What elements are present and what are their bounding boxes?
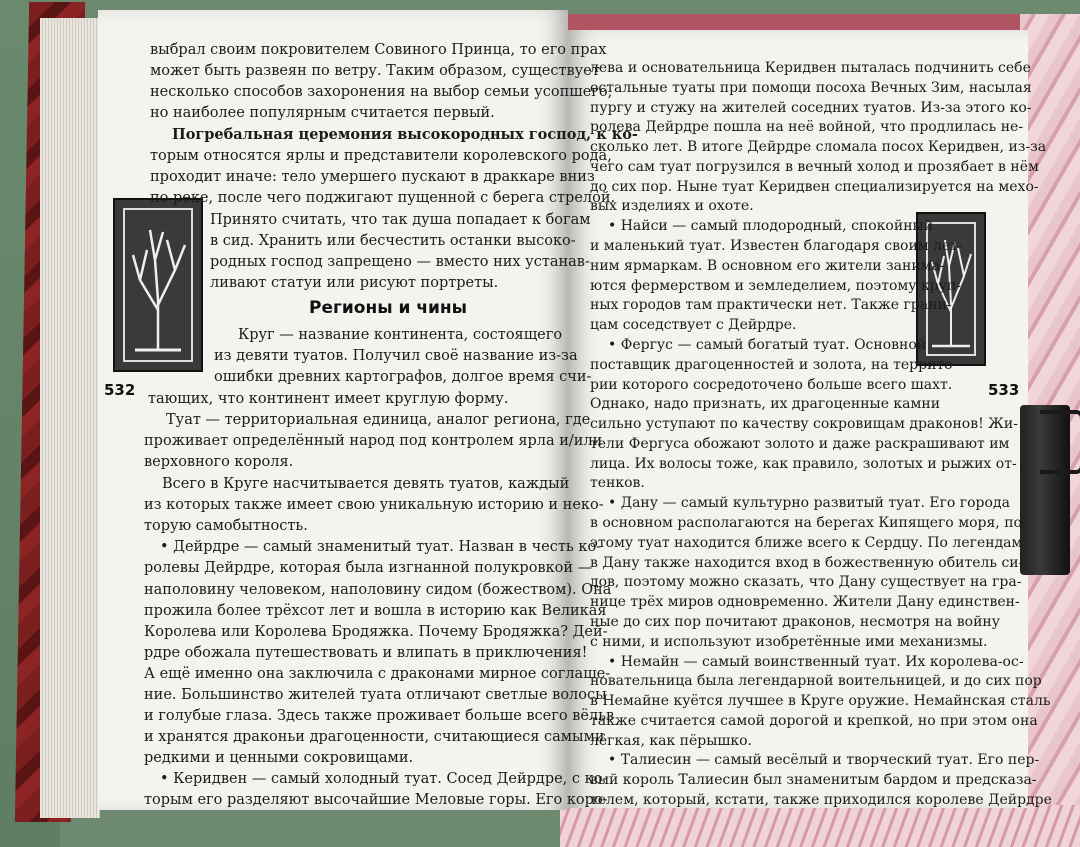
right-line: • Немайн — самый воинственный туат. Их королева-ос- xyxy=(608,654,1024,670)
right-line: нице трёх миров одновременно. Жители Дану единствен- xyxy=(590,594,1020,610)
right-line: лёгкая, как пёрышко. xyxy=(590,733,753,749)
left-line: А ещё именно она заключила с драконами мирное соглаше- xyxy=(144,666,611,682)
left-line: торым его разделяют высочайшие Меловые горы. Его коро- xyxy=(144,792,608,808)
section-heading: Регионы и чины xyxy=(309,298,468,318)
right-line: вых изделиях и охоте. xyxy=(590,198,754,214)
left-line: рдре обожала путешествовать и влипать в приключения! xyxy=(144,645,588,661)
left-line: проживает определённый народ под контролем ярла и/или xyxy=(144,433,603,449)
left-line: ние. Большинство жителей туата отличают светлые волосы xyxy=(144,687,607,703)
right-line: ются фермерством и земледелием, поэтому круп- xyxy=(590,278,961,294)
right-line: этому туат находится ближе всего к Сердцу. По легендам, xyxy=(590,535,1027,551)
right-line: пургу и стужу на жителей соседних туатов. Из-за этого ко- xyxy=(590,100,1032,116)
left-line: Королева или Королева Бродяжка. Почему Бродяжка? Дей- xyxy=(144,624,608,640)
right-line: лица. Их волосы тоже, как правило, золотых и рыжих от- xyxy=(590,456,1017,472)
tree-icon xyxy=(115,200,201,370)
left-line: Принято считать, что так душа попадает к богам xyxy=(210,212,591,228)
right-line: ных городов там практически нет. Также грани- xyxy=(590,297,952,313)
left-line: Круг — название континента, состоящего xyxy=(238,327,563,343)
right-line: сильно уступают по качеству сокровищам драконов! Жи- xyxy=(590,416,1018,432)
left-line: Погребальная церемония высокородных господ, к ко- xyxy=(172,126,638,143)
left-line: выбрал своим покровителем Совиного Принца, то его прах xyxy=(150,42,607,58)
right-line: вый король Талиесин был знаменитым бардом и предсказа- xyxy=(590,772,1037,788)
right-line: в Дану также находится вход в божественную обитель си- xyxy=(590,555,1024,571)
left-line: ошибки древних картографов, долгое время счи- xyxy=(214,369,592,385)
left-line: торым относятся ярлы и представители королевского рода, xyxy=(150,148,612,164)
left-line: • Дейрдре — самый знаменитый туат. Назван в честь ко- xyxy=(160,539,602,555)
right-line: также считается самой дорогой и крепкой, но при этом она xyxy=(590,713,1038,729)
left-line: наполовину человеком, наполовину сидом (божеством). Она xyxy=(144,582,612,598)
left-line: из которых также имеет свою уникальную историю и неко- xyxy=(144,497,604,513)
right-line: • Дану — самый культурно развитый туат. Его города xyxy=(608,495,1010,511)
right-line: Однако, надо признать, их драгоценные камни xyxy=(590,396,941,412)
right-line: тенков. xyxy=(590,475,645,491)
left-line: может быть развеян по ветру. Таким образом, существует xyxy=(150,63,600,79)
right-line: ные до сих пор почитают драконов, несмотря на войну xyxy=(590,614,1000,630)
left-line: но наиболее популярным считается первый. xyxy=(150,105,495,121)
right-line: новательница была легендарной воительницей, и до сих пор xyxy=(590,673,1042,689)
left-line: и хранятся драконьи драгоценности, считающиеся самыми xyxy=(144,729,605,745)
right-line: ним ярмаркам. В основном его жители занима- xyxy=(590,258,945,274)
right-line: сколько лет. В итоге Дейрдре сломала посох Керидвен, из-за xyxy=(590,139,1047,155)
left-line: из девяти туатов. Получил своё название из-за xyxy=(214,348,578,364)
left-line: ливают статуи или рисуют портреты. xyxy=(210,275,499,291)
left-line: тающих, что континент имеет круглую форму. xyxy=(148,391,509,407)
right-line: • Талиесин — самый весёлый и творческий туат. Его пер- xyxy=(608,752,1040,768)
right-line: в основном располагаются на берегах Кипящего моря, по- xyxy=(590,515,1027,531)
right-line: с ними, и используют изобретённые ими механизмы. xyxy=(590,634,988,650)
book-cover-bottom xyxy=(560,805,1080,847)
right-line: рии которого сосредоточено больше всего шахт. xyxy=(590,377,953,393)
left-line: по реке, после чего поджигают пущенной с берега стрелой. xyxy=(150,190,616,206)
left-line: торую самобытность. xyxy=(144,518,308,534)
page-number-right: 533 xyxy=(988,381,1020,399)
page-stack-edge xyxy=(40,18,100,818)
left-line: родных господ запрещено — вместо них устанав- xyxy=(210,254,590,270)
left-line: несколько способов захоронения на выбор семьи усопшего, xyxy=(150,84,613,100)
right-line: чего сам туат погрузился в вечный холод и прозябает в нём xyxy=(590,159,1039,175)
left-line: в сид. Хранить или бесчестить останки высоко- xyxy=(210,233,576,249)
right-line: лева и основательница Керидвен пыталась подчинить себе xyxy=(590,60,1031,76)
right-line: и маленький туат. Известен благодаря своим лет- xyxy=(590,238,963,254)
tree-illustration-left xyxy=(113,198,203,372)
left-line: прожила более трёхсот лет и вошла в историю как Великая xyxy=(144,603,607,619)
page-number-left: 532 xyxy=(104,381,136,399)
left-line: редкими и ценными сокровищами. xyxy=(144,750,414,766)
right-line: телем, который, кстати, также приходился королеве Дейрдре xyxy=(590,792,1052,808)
left-line: и голубые глаза. Здесь также проживает больше всего вёльв xyxy=(144,708,615,724)
right-line: дов, поэтому можно сказать, что Дану существует на гра- xyxy=(590,574,1022,590)
left-line: Всего в Круге насчитывается девять туатов, каждый xyxy=(162,476,570,492)
left-line: Туат — территориальная единица, аналог региона, где xyxy=(166,412,591,428)
right-line: ролева Дейрдре пошла на неё войной, что продлилась не- xyxy=(590,119,1024,135)
right-line: до сих пор. Ныне туат Керидвен специализируется на мехо- xyxy=(590,179,1039,195)
left-line: ролевы Дейрдре, которая была изгнанной полукровкой — xyxy=(144,560,593,576)
binder-clip-wire xyxy=(1040,410,1080,474)
right-line: цам соседствует с Дейрдре. xyxy=(590,317,797,333)
left-line: проходит иначе: тело умершего пускают в драккаре вниз xyxy=(150,169,595,185)
right-line: остальные туаты при помощи посоха Вечных Зим, насылая xyxy=(590,80,1032,96)
right-line: поставщик драгоценностей и золота, на террито- xyxy=(590,357,958,373)
left-line: • Керидвен — самый холодный туат. Сосед Дейрдре, с ко- xyxy=(160,771,608,787)
right-line: в Немайне куётся лучшее в Круге оружие. Немайнская сталь xyxy=(590,693,1051,709)
right-line: • Фергус — самый богатый туат. Основной xyxy=(608,337,927,353)
right-line: тели Фергуса обожают золото и даже раскрашивают им xyxy=(590,436,1010,452)
left-line: верховного короля. xyxy=(144,454,294,470)
right-line: • Найси — самый плодородный, спокойный xyxy=(608,218,934,234)
